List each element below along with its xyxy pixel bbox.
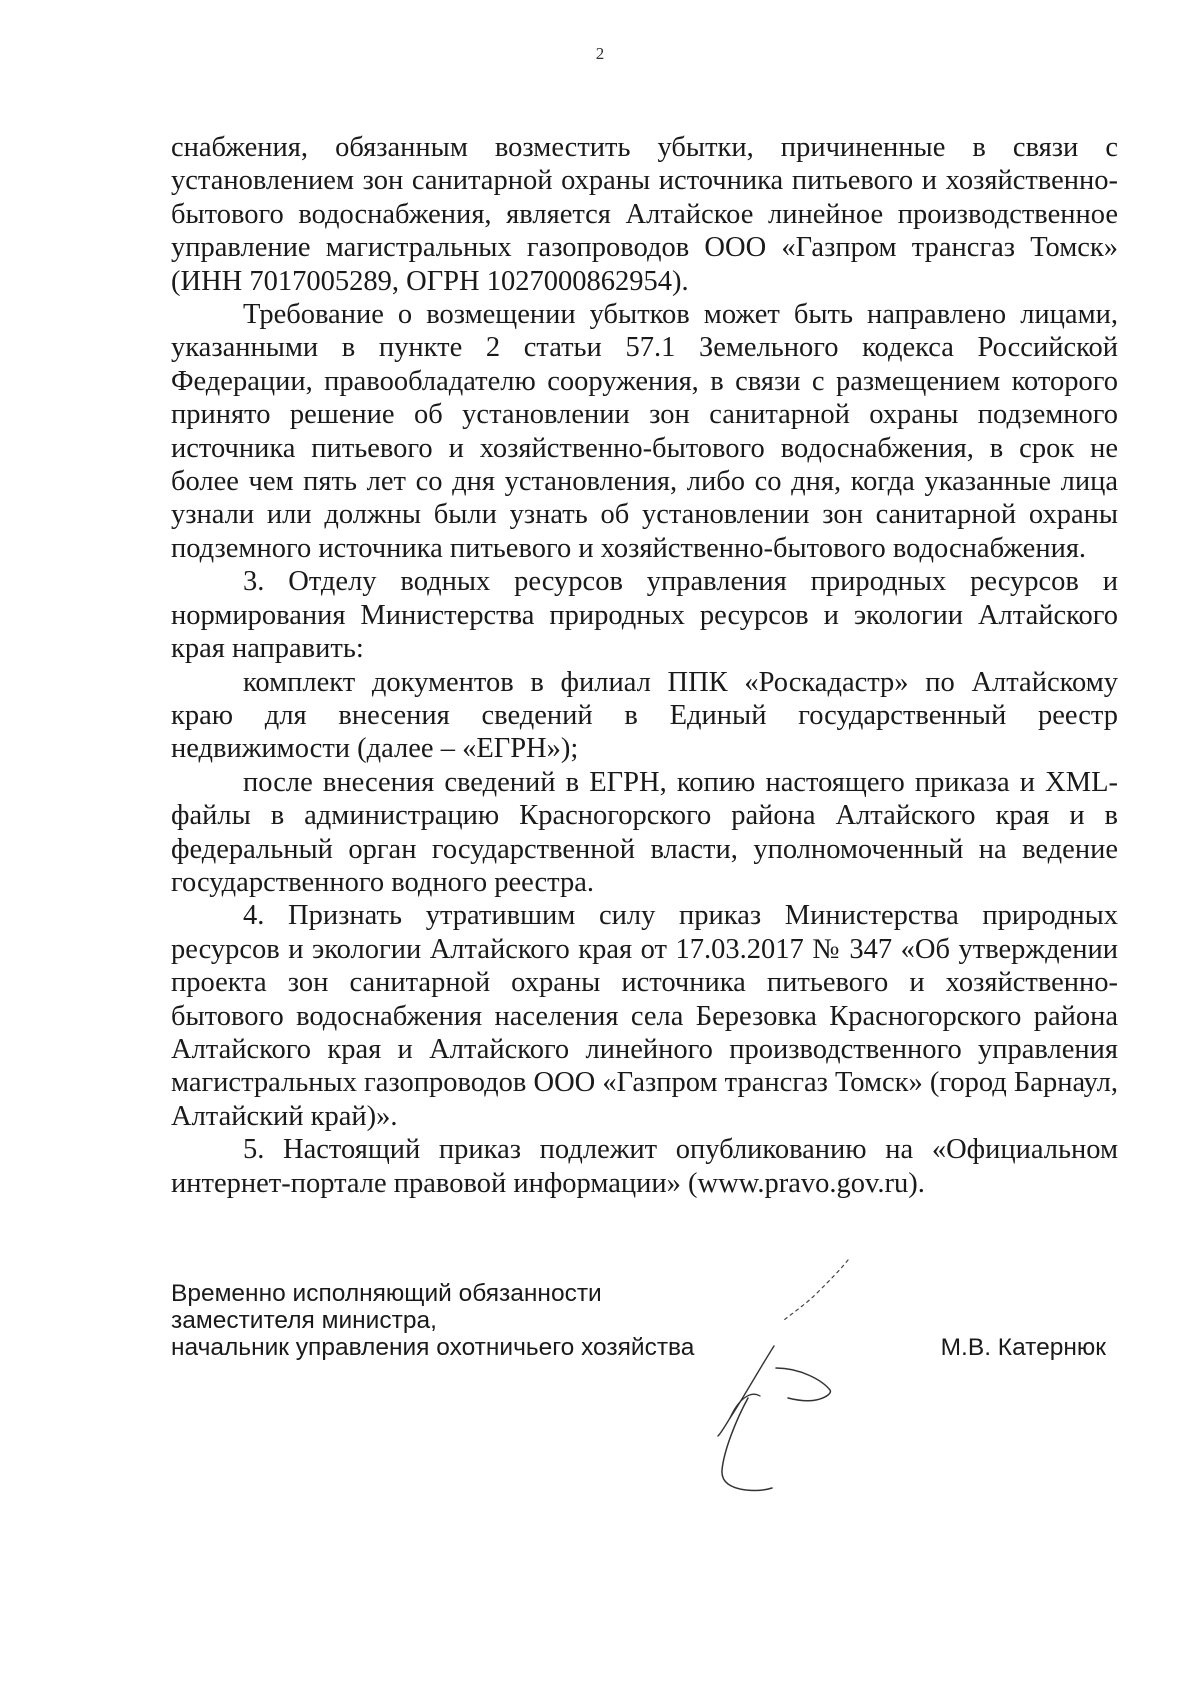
signer-position-line: заместителя министра,	[171, 1307, 437, 1334]
paragraph: Требование о возмещении убытков может быть направлено лицами, указанными в пункте 2 статьи 57.1 Земельного кодекса Российской Федерации, правообладателю сооружения, в связи с размещением которого принято решение об установлении зон санитарной охраны подземного источника питьевого и хозяйственно-бытового водоснабжения, в срок не более чем пять лет со дня установления, либо со дня, когда указанные лица узнали или должны были узнать об установлении зон санитарной охраны подземного источника питьевого и хозяйственно-бытового водоснабжения.	[171, 299, 1118, 564]
paragraph: комплект документов в филиал ППК «Роскадастр» по Алтайскому краю для внесения сведений в Единый государственный реестр недвижимости (далее – «ЕГРН»);	[171, 666, 1118, 765]
paragraph: снабжения, обязанным возместить убытки, причиненные в связи с установлением зон санитарной охраны источника питьевого и хозяйственно-бытового водоснабжения, является Алтайское линейное производственное управление магистральных газопроводов ООО «Газпром трансгаз Томск» (ИНН 7017005289, ОГРН 1027000862954).	[171, 132, 1118, 297]
page-number: 2	[595, 44, 605, 63]
paragraph: 3. Отделу водных ресурсов управления природных ресурсов и нормирования Министерства природных ресурсов и экологии Алтайского края направить:	[171, 566, 1118, 665]
signer-position-line: Временно исполняющий обязанности	[171, 1280, 602, 1307]
signer-position-line: начальник управления охотничьего хозяйства	[171, 1334, 695, 1361]
paragraph: 5. Настоящий приказ подлежит опубликованию на «Официальном интернет-портале правовой информации» (www.pravo.gov.ru).	[171, 1134, 1118, 1199]
signer-name: М.В. Катернюк	[940, 1334, 1106, 1361]
signature-block	[171, 1280, 1118, 1361]
paragraph: 4. Признать утратившим силу приказ Министерства природных ресурсов и экологии Алтайского края от 17.03.2017 № 347 «Об утверждении проекта зон санитарной охраны источника питьевого и хозяйственно-бытового водоснабжения населения села Березовка Красногорского района Алтайского края и Алтайского линейного производственного управления магистральных газопроводов ООО «Газпром трансгаз Томск» (город Барнаул, Алтайский край)».	[171, 900, 1118, 1132]
document-body	[171, 131, 1118, 1200]
paragraph: после внесения сведений в ЕГРН, копию настоящего приказа и XML-файлы в администрацию Красногорского района Алтайского края и в федеральный орган государственной власти, уполномоченный на ведение государственного водного реестра.	[171, 766, 1118, 898]
